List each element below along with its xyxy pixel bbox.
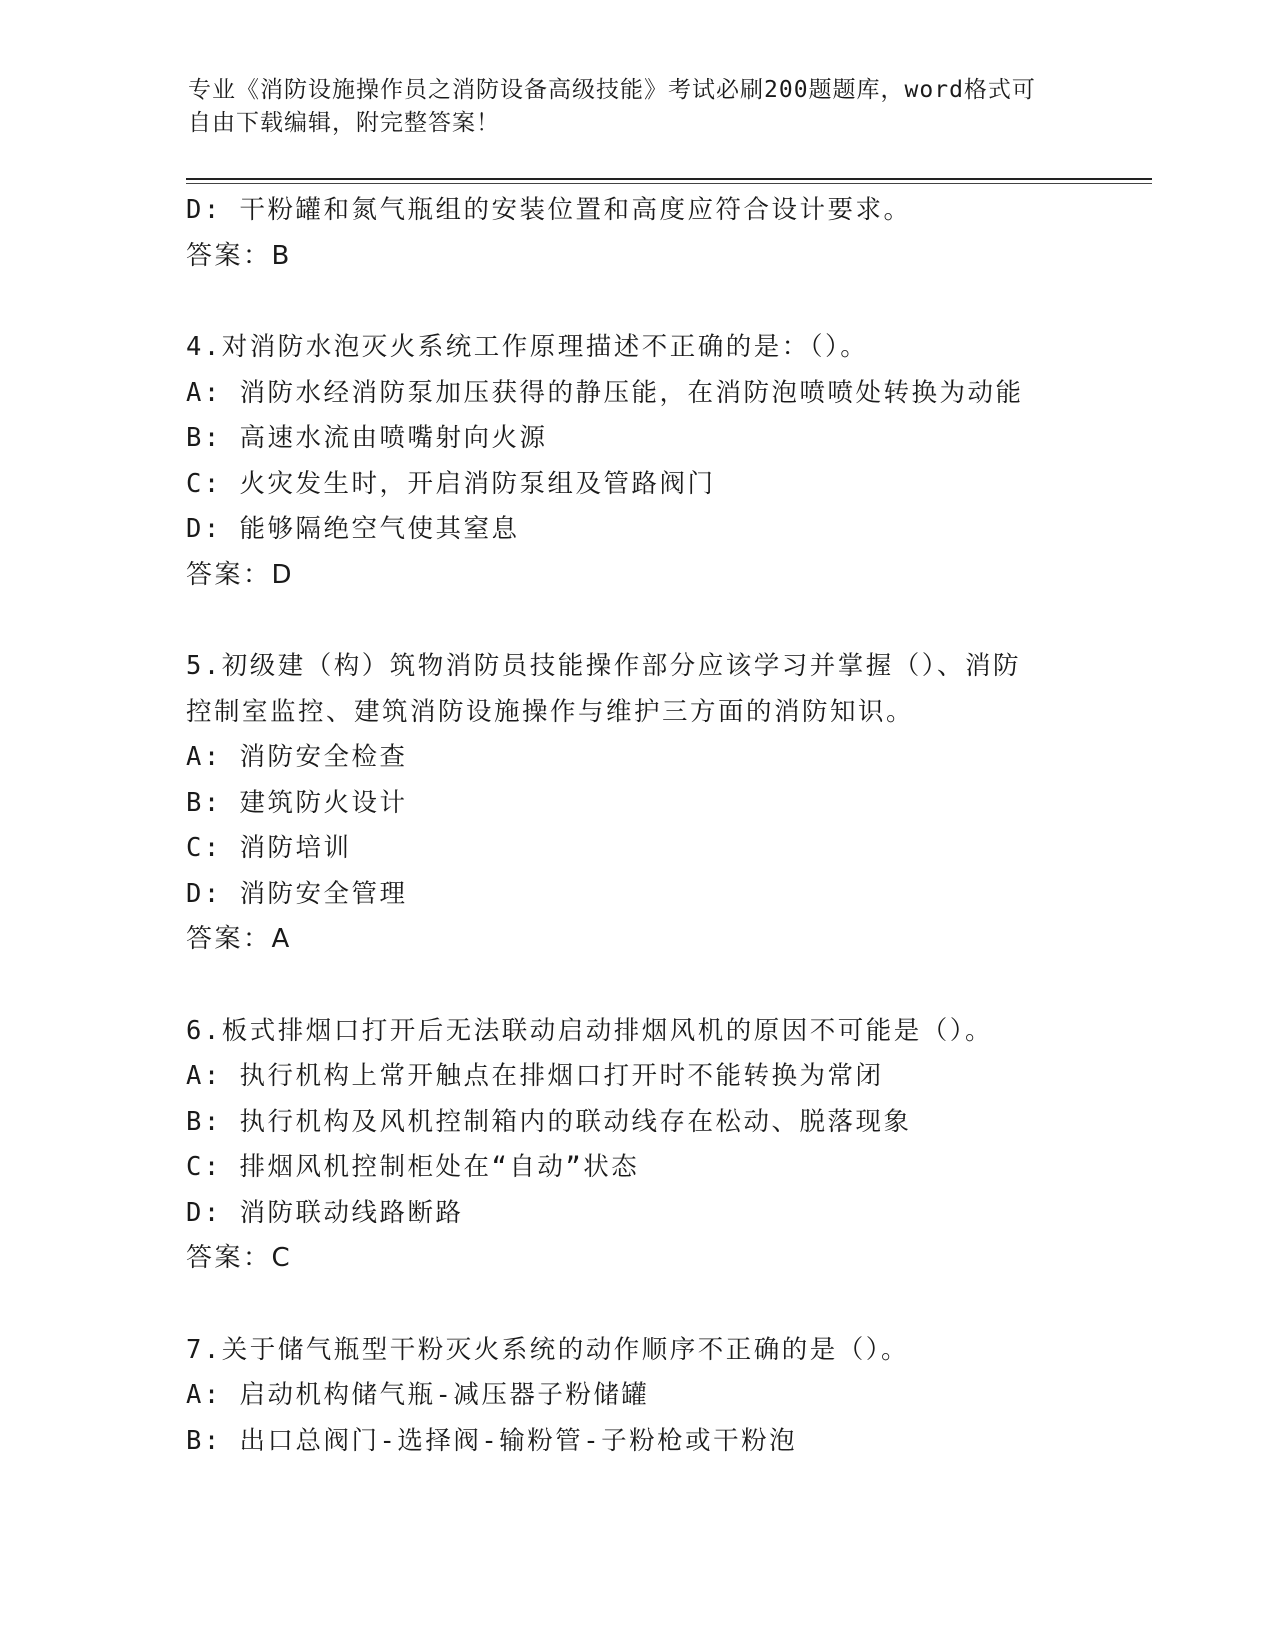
header-divider-thin (186, 183, 1152, 184)
question-list (186, 188, 1086, 1464)
option-a: A: 执行机构上常开触点在排烟口打开时不能转换为常闭 (186, 1061, 884, 1091)
question-stem-continued: 控制室监控、建筑消防设施操作与维护三方面的消防知识。 (186, 696, 915, 727)
option-b: B: 出口总阀门-选择阀-输粉管-子粉枪或干粉泡 (186, 1425, 798, 1456)
answer-line: 答案：D (186, 559, 295, 590)
option-d: D: 能够隔绝空气使其窒息 (186, 514, 520, 544)
answer-line: 答案：B (186, 240, 292, 271)
option-a: A: 启动机构储气瓶-减压器子粉储罐 (186, 1380, 650, 1410)
header-line-2: 自由下载编辑，附完整答案！ (188, 110, 500, 136)
header-divider-thick (186, 178, 1152, 180)
question-stem: 5.初级建（构）筑物消防员技能操作部分应该学习并掌握（）、消防 (186, 651, 1021, 681)
option-b: B: 执行机构及风机控制箱内的联动线存在松动、脱落现象 (186, 1106, 912, 1137)
question-4 (186, 325, 1086, 598)
question-stem: 7.关于储气瓶型干粉灭火系统的动作顺序不正确的是（）。 (186, 1334, 909, 1365)
option-a: A: 消防安全检查 (186, 742, 408, 772)
option-a: A: 消防水经消防泵加压获得的静压能，在消防泡喷喷处转换为动能 (186, 377, 1024, 408)
option-d: D: 消防安全管理 (186, 878, 408, 909)
option-d: D: 干粉罐和氮气瓶组的安装位置和高度应符合设计要求。 (186, 195, 912, 225)
option-c: C: 消防培训 (186, 833, 352, 863)
option-c: C: 火灾发生时，开启消防泵组及管路阀门 (186, 468, 716, 499)
question-stem: 4.对消防水泡灭火系统工作原理描述不正确的是：（）。 (186, 332, 869, 362)
answer-line: 答案：A (186, 924, 292, 954)
document-header (188, 74, 1068, 140)
option-d: D: 消防联动线路断路 (186, 1197, 464, 1228)
header-line-1: 专业《消防设施操作员之消防设备高级技能》考试必刷200题题库，word格式可 (188, 77, 1036, 103)
option-c: C: 排烟风机控制柜处在“自动”状态 (186, 1152, 640, 1182)
option-b: B: 建筑防火设计 (186, 787, 408, 818)
question-5 (186, 644, 1086, 963)
question-stem: 6.板式排烟口打开后无法联动启动排烟风机的原因不可能是（）。 (186, 1015, 993, 1046)
answer-line: 答案：C (186, 1243, 293, 1273)
question-7 (186, 1328, 1086, 1465)
question-6 (186, 1009, 1086, 1282)
option-b: B: 高速水流由喷嘴射向火源 (186, 423, 548, 453)
question-3-partial (186, 188, 1086, 279)
